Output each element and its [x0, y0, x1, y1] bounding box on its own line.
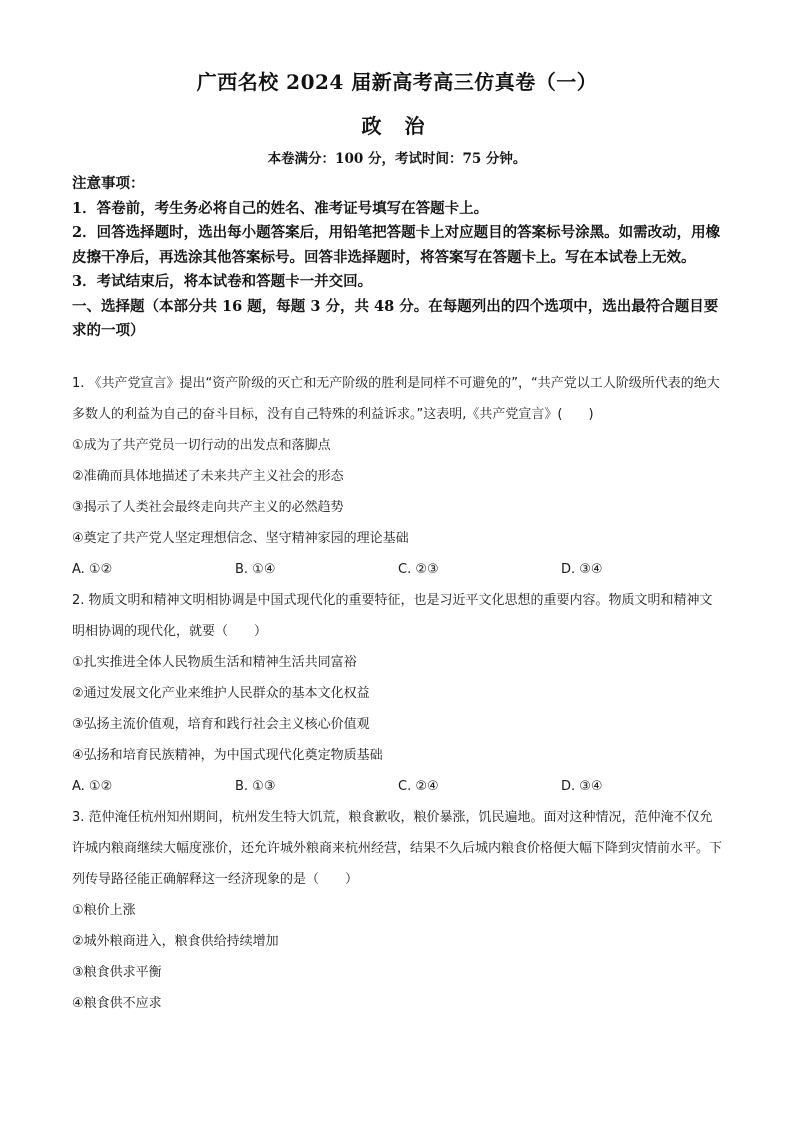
- exam-subject: 政 治: [361, 114, 433, 138]
- section-heading: 一、选择题（本部分共 16 题，每题 3 分，共 48 分。在每题列出的四个选项中，选出最符合题目要求的一项）: [72, 297, 719, 339]
- option-a: A. ①②: [72, 562, 113, 577]
- option-b: B. ①④: [235, 562, 276, 577]
- option-a: A. ①②: [72, 779, 113, 794]
- statement: ②准确而具体地描述了未来共产主义社会的形态: [72, 469, 344, 484]
- question-stem: 1. 《共产党宣言》提出“资产阶级的灭亡和无产阶级的胜利是同样不可避免的”，“共产党以工人阶级所代表的绝大多数人的利益为自己的奋斗目标，没有自己特殊的利益诉求。”这表明,《共产党宣言》( ): [72, 376, 720, 422]
- option-c: C. ②③: [398, 562, 439, 577]
- notes-section: [72, 172, 724, 344]
- question-stem: 3. 范仲淹任杭州知州期间，杭州发生特大饥荒，粮食歉收，粮价暴涨，饥民遍地。面对这种情况，范仲淹不仅允许城内粮商继续大幅度涨价，还允许城外粮商来杭州经营，结果不久后城内粮食价格便大幅下降到灾情前水平。下列传导路径能正确解释这一经济现象的是（ ）: [72, 810, 723, 887]
- option-d: D. ③④: [561, 779, 603, 794]
- note-item: 3．考试结束后，将本试卷和答题卡一并交回。: [72, 273, 373, 290]
- question-stem: 2. 物质文明和精神文明相协调是中国式现代化的重要特征，也是习近平文化思想的重要内容。物质文明和精神文明相协调的现代化，就要（ ）: [72, 593, 713, 639]
- questions-section: [72, 368, 724, 1019]
- notes-heading: 注意事项：: [72, 175, 145, 192]
- options-row: [72, 554, 724, 585]
- statement: ②通过发展文化产业来维护人民群众的基本文化权益: [72, 686, 370, 701]
- option-c: C. ②④: [398, 779, 439, 794]
- statement: ①粮价上涨: [72, 903, 136, 918]
- statement: ②城外粮商进入，粮食供给持续增加: [72, 934, 279, 949]
- statement: ④奠定了共产党人坚定理想信念、坚守精神家园的理论基础: [72, 531, 409, 546]
- statement: ①扎实推进全体人民物质生活和精神生活共同富裕: [72, 655, 357, 670]
- option-d: D. ③④: [561, 562, 603, 577]
- exam-title: 广西名校 2024 届新高考高三仿真卷（一）: [196, 70, 598, 94]
- statement: ③弘扬主流价值观，培育和践行社会主义核心价值观: [72, 717, 370, 732]
- option-b: B. ①③: [235, 779, 276, 794]
- score-info: 本卷满分：100 分，考试时间：75 分钟。: [267, 151, 527, 167]
- note-item: 1．答卷前，考生务必将自己的姓名、准考证号填写在答题卡上。: [72, 199, 489, 217]
- statement: ③粮食供求平衡: [72, 965, 162, 980]
- statement: ③揭示了人类社会最终走向共产主义的必然趋势: [72, 500, 344, 515]
- statement: ④弘扬和培育民族精神，为中国式现代化奠定物质基础: [72, 748, 383, 763]
- options-row: [72, 771, 724, 802]
- note-item: 2．回答选择题时，选出每小题答案后，用铅笔把答题卡上对应题目的答案标号涂黑。如需改动，用橡皮擦干净后，再选涂其他答案标号。回答非选择题时，将答案写在答题卡上。写在本试卷上无效。: [72, 224, 721, 266]
- statement: ①成为了共产党员一切行动的出发点和落脚点: [72, 438, 331, 453]
- statement: ④粮食供不应求: [72, 996, 162, 1011]
